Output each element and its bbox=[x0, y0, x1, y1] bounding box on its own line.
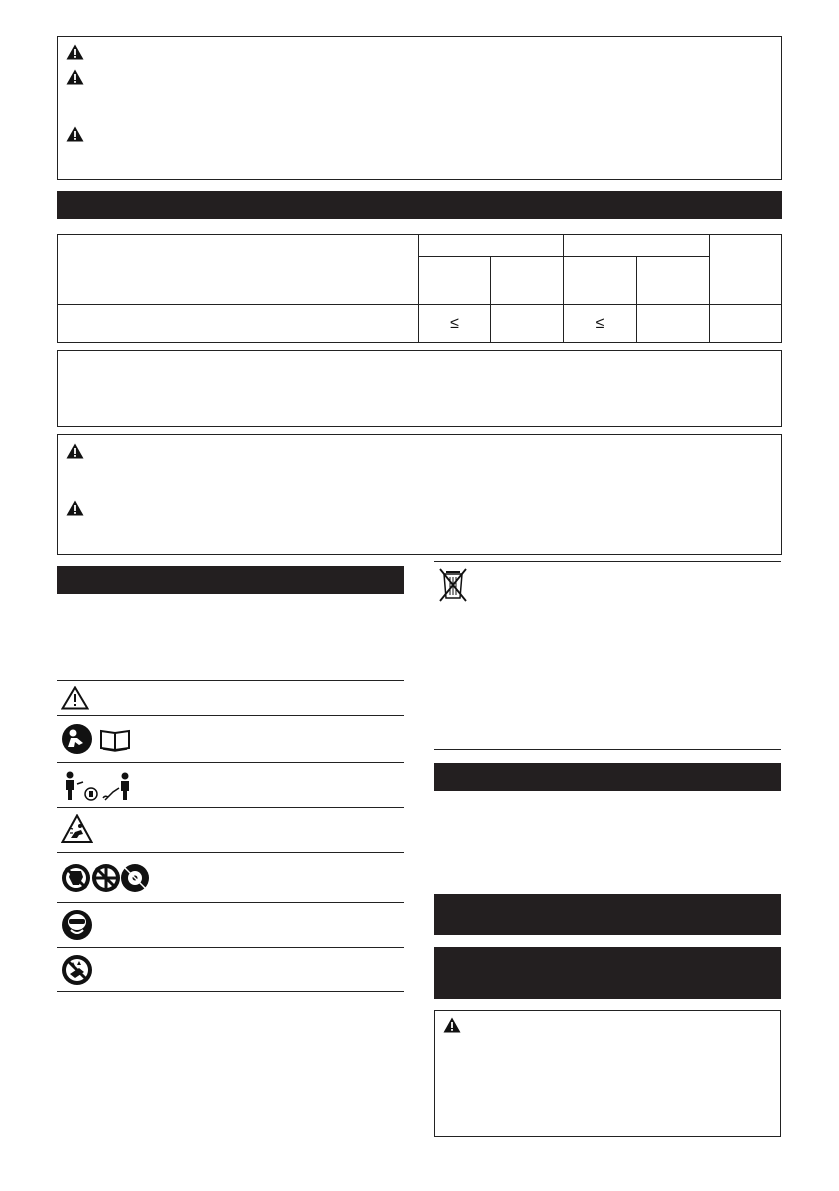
table-header-cell bbox=[564, 235, 709, 257]
table-header-cell bbox=[709, 235, 781, 305]
wear-protection-icon bbox=[61, 909, 93, 941]
table-header-cell bbox=[564, 257, 636, 305]
disposal-top-rule bbox=[434, 561, 781, 562]
table-row bbox=[58, 305, 782, 343]
table-cell bbox=[636, 305, 709, 343]
right-section-bar-3 bbox=[434, 947, 781, 999]
warning-triangle-icon bbox=[443, 1017, 461, 1033]
symbol-row bbox=[57, 763, 404, 808]
symbol-row bbox=[57, 903, 404, 948]
warning-box-bottom bbox=[434, 1010, 781, 1137]
table-cell bbox=[564, 305, 636, 343]
warning-triangle-icon bbox=[66, 69, 84, 85]
leq-symbol: ≤ bbox=[450, 314, 459, 332]
warning-box-middle bbox=[57, 434, 782, 555]
table-header-cell bbox=[636, 257, 709, 305]
keep-distance-icon bbox=[61, 770, 137, 802]
symbol-row bbox=[57, 948, 404, 992]
table-cell bbox=[418, 305, 490, 343]
no-metal-blade-icon bbox=[61, 861, 151, 895]
crossed-out-bin-icon bbox=[436, 567, 470, 603]
symbol-row bbox=[57, 681, 404, 716]
warning-box-top bbox=[57, 36, 782, 180]
warning-triangle-icon bbox=[66, 500, 84, 516]
disposal-bottom-rule bbox=[434, 749, 781, 750]
symbols-section-bar bbox=[57, 566, 404, 594]
section-header-bar bbox=[57, 191, 782, 219]
spec-table bbox=[57, 234, 782, 343]
flying-objects-warning-icon bbox=[61, 814, 93, 844]
right-section-bar-2 bbox=[434, 894, 781, 935]
symbol-row bbox=[57, 808, 404, 853]
caution-triangle-icon bbox=[61, 686, 89, 710]
warning-triangle-icon bbox=[66, 126, 84, 142]
table-cell bbox=[491, 305, 564, 343]
symbol-row bbox=[57, 716, 404, 763]
warning-triangle-icon bbox=[66, 443, 84, 459]
table-header-cell bbox=[58, 235, 419, 305]
table-header-cell bbox=[491, 257, 564, 305]
table-cell bbox=[58, 305, 419, 343]
warning-triangle-icon bbox=[66, 44, 84, 60]
symbol-row bbox=[57, 853, 404, 903]
table-cell bbox=[709, 305, 781, 343]
read-manual-icon bbox=[61, 723, 137, 755]
leq-symbol: ≤ bbox=[595, 314, 605, 332]
table-header-cell bbox=[418, 257, 490, 305]
note-box bbox=[57, 350, 782, 427]
table-header-cell bbox=[418, 235, 563, 257]
no-wet-conditions-icon bbox=[61, 954, 93, 986]
right-section-bar-1 bbox=[434, 763, 781, 791]
